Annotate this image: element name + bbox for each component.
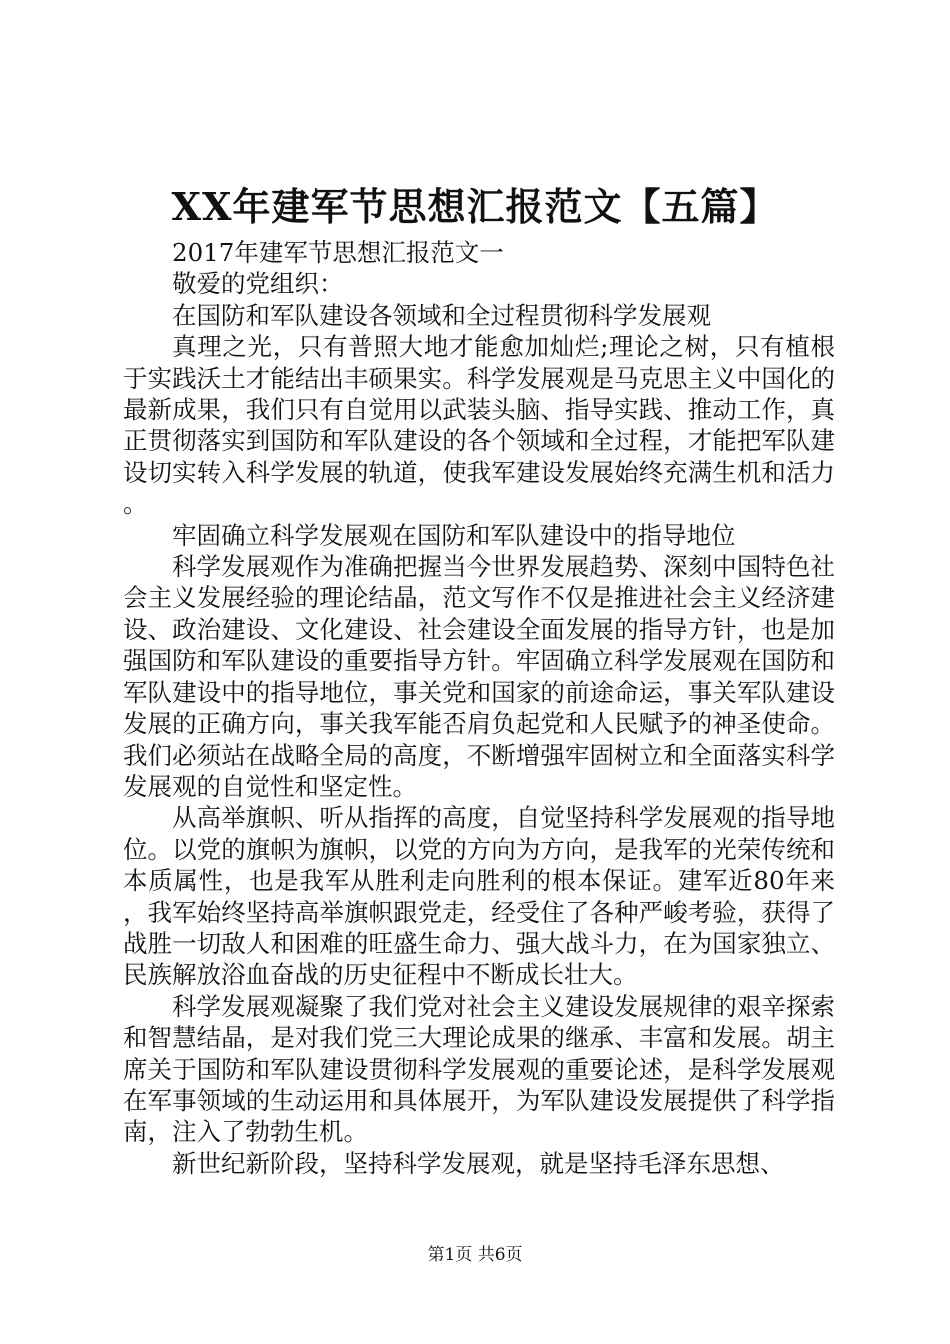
body-paragraph-4: 科学发展观凝聚了我们党对社会主义建设发展规律的艰辛探索和智慧结晶，是对我们党三大理论成果的继承、丰富和发展。胡主席关于国防和军队建设贯彻科学发展观的重要论述，是科学发展观在军事领域的生动运用和具体展开，为军队建设发展提供了科学指南，注入了勃勃生机。 xyxy=(123,991,835,1147)
body-paragraph-1: 真理之光，只有普照大地才能愈加灿烂;理论之树，只有植根于实践沃土才能结出丰硕果实。科学发展观是马克思主义中国化的最新成果，我们只有自觉用以武装头脑、指导实践、推动工作，真正贯彻落实到国防和军队建设的各个领域和全过程，才能把军队建设切实转入科学发展的轨道，使我军建设发展始终充满生机和活力。 xyxy=(123,332,835,519)
document-title: XX年建军节思想汇报范文【五篇】 xyxy=(171,184,779,229)
salutation: 敬爱的党组织： xyxy=(172,269,344,299)
subheading-2: 牢固确立科学发展观在国防和军队建设中的指导地位 xyxy=(172,520,736,550)
section-heading-1: 2017年建军节思想汇报范文一 xyxy=(172,238,504,267)
body-paragraph-3: 从高举旗帜、听从指挥的高度，自觉坚持科学发展观的指导地位。以党的旗帜为旗帜，以党的方向为方向，是我军的光荣传统和本质属性，也是我军从胜利走向胜利的根本保证。建军近80年来，我军始终坚持高举旗帜跟党走，经受住了各种严峻考验，获得了战胜一切敌人和困难的旺盛生命力、强大战斗力，在为国家独立、民族解放浴血奋战的历史征程中不断成长壮大。 xyxy=(123,803,835,990)
subheading-1: 在国防和军队建设各领域和全过程贯彻科学发展观 xyxy=(172,300,711,330)
document-body xyxy=(123,237,835,1179)
body-paragraph-2: 科学发展观作为准确把握当今世界发展趋势、深刻中国特色社会主义发展经验的理论结晶，范文写作不仅是推进社会主义经济建设、政治建设、文化建设、社会建设全面发展的指导方针，也是加强国防和军队建设的重要指导方针。牢固确立科学发展观在国防和军队建设中的指导地位，事关党和国家的前途命运，事关军队建设发展的正确方向，事关我军能否肩负起党和人民赋予的神圣使命。我们必须站在战略全局的高度，不断增强牢固树立和全面落实科学发展观的自觉性和坚定性。 xyxy=(123,552,835,801)
page-number-footer: 第1页 共6页 xyxy=(427,1245,523,1265)
body-paragraph-5: 新世纪新阶段，坚持科学发展观，就是坚持毛泽东思想、 xyxy=(172,1148,785,1178)
